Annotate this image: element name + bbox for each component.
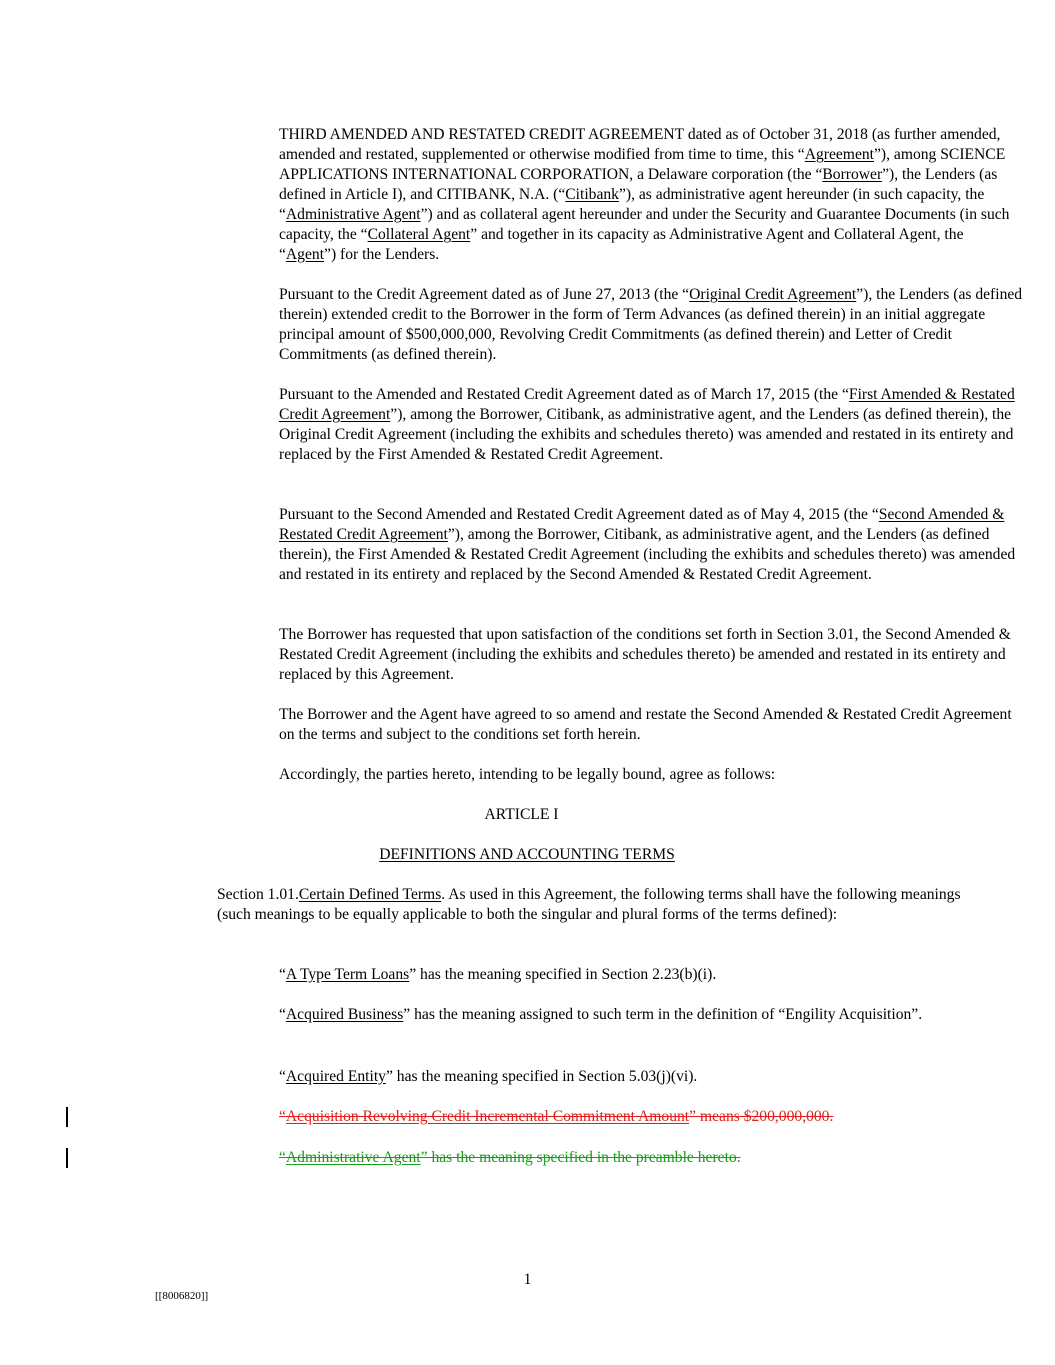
intro-paragraph: THIRD AMENDED AND RESTATED CREDIT AGREEMENT dated as of October 31, 2018 (as further amended, amended and restated, supplemented or otherwise modified from time to time, this “Agreement”), among SCIENCE APPLICATIONS INTERNATIONAL CORPORATION, a Delaware corporation (the “Borrower”), the Lenders (as defined in Article I), and CITIBANK, N.A. (“Citibank”), as administrative agent hereunder (in such capacity, the “Administrative Agent”) and as collateral agent hereunder and under the Security and Guarantee Documents (in such capacity, the “Collateral Agent” and together in its capacity as Administrative Agent and Collateral Agent, the “Agent”) for the Lenders.	[279, 126, 1010, 263]
term-citibank: Citibank	[565, 186, 619, 203]
recital-accordingly: Accordingly, the parties hereto, intending to be legally bound, agree as follows:	[279, 766, 776, 783]
recital-original-credit-agreement: Pursuant to the Credit Agreement dated as of June 27, 2013 (the “Original Credit Agreement”), the Lenders (as defined therein) extended credit to the Borrower in the form of Term Advances (as defined therein) in an initial aggregate principal amount of $500,000,000, Revolving Credit Commitments (as defined therein) and Letter of Credit Commitments (as defined therein).	[279, 286, 1023, 363]
term-administrative-agent: Administrative Agent	[285, 206, 421, 223]
article-subheading: DEFINITIONS AND ACCOUNTING TERMS	[379, 846, 675, 863]
recital-first-amended: Pursuant to the Amended and Restated Credit Agreement dated as of March 17, 2015 (the “First Amended & Restated Credit Agreement”), among the Borrower, Citibank, as administrative agent, and the Lenders (as defined therein), the Original Credit Agreement (including the exhibits and schedules thereto) was amended and restated in its entirety and replaced by the First Amended & Restated Credit Agreement.	[279, 386, 1015, 463]
term-borrower: Borrower	[822, 166, 883, 183]
term-first-amended-restated: First Amended & Restated Credit Agreement	[279, 386, 1015, 423]
term-agent: Agent	[285, 246, 325, 263]
change-bar	[66, 1148, 68, 1168]
recital-agreed: The Borrower and the Agent have agreed to so amend and restate the Second Amended & Restated Credit Agreement on the terms and subject to the conditions set forth herein.	[279, 706, 1012, 743]
defined-term: Acquired Entity	[285, 1068, 386, 1085]
term-second-amended-restated: Second Amended & Restated Credit Agreement	[279, 506, 1005, 543]
document-id: [[8006820]]	[155, 1290, 209, 1302]
deleted-definition-acquisition-revolving: “Acquisition Revolving Credit Incremental Commitment Amount” means $200,000,000.	[279, 1108, 834, 1125]
page-number: 1	[523, 1271, 532, 1288]
definition-acquired-business: “Acquired Business” has the meaning assigned to such term in the definition of “Engility Acquisition”.	[279, 1006, 923, 1023]
section-1-01: Section 1.01.Certain Defined Terms. As used in this Agreement, the following terms shall have the following meanings (such meanings to be equally applicable to both the singular and plural forms of the terms defined):	[217, 886, 961, 923]
article-heading: ARTICLE I	[155, 805, 899, 825]
change-bar	[66, 1107, 68, 1127]
defined-term: Acquisition Revolving Credit Incremental Commitment Amount	[285, 1108, 690, 1125]
definition-a-type-term-loans: “A Type Term Loans” has the meaning specified in Section 2.23(b)(i).	[279, 966, 717, 983]
section-number: Section 1.01.	[217, 886, 299, 903]
term-collateral-agent: Collateral Agent	[367, 226, 471, 243]
section-title: Certain Defined Terms	[298, 886, 442, 903]
term-agreement: Agreement	[804, 146, 874, 163]
definition-acquired-entity: “Acquired Entity” has the meaning specified in Section 5.03(j)(vi).	[279, 1068, 698, 1085]
recital-second-amended: Pursuant to the Second Amended and Restated Credit Agreement dated as of May 4, 2015 (the “Second Amended & Restated Credit Agreement”), among the Borrower, Citibank, as administrative agent, and the Lenders (as defined therein), the First Amended & Restated Credit Agreement (including the exhibits and schedules thereto) was amended and restated in its entirety and replaced by the Second Amended & Restated Credit Agreement.	[279, 506, 1016, 583]
moved-definition-administrative-agent: “Administrative Agent” has the meaning specified in the preamble hereto.	[279, 1149, 741, 1166]
term-original-credit-agreement: Original Credit Agreement	[689, 286, 857, 303]
article-heading-underline-mark	[562, 805, 570, 825]
defined-term: A Type Term Loans	[285, 966, 410, 983]
recital-request: The Borrower has requested that upon satisfaction of the conditions set forth in Section 3.01, the Second Amended & Restated Credit Agreement (including the exhibits and schedules thereto) be amended and restated in its entirety and replaced by this Agreement.	[279, 626, 1011, 683]
agreement-title: THIRD AMENDED AND RESTATED CREDIT AGREEMENT	[279, 126, 684, 143]
defined-term: Acquired Business	[285, 1006, 404, 1023]
defined-term: Administrative Agent	[285, 1149, 421, 1166]
